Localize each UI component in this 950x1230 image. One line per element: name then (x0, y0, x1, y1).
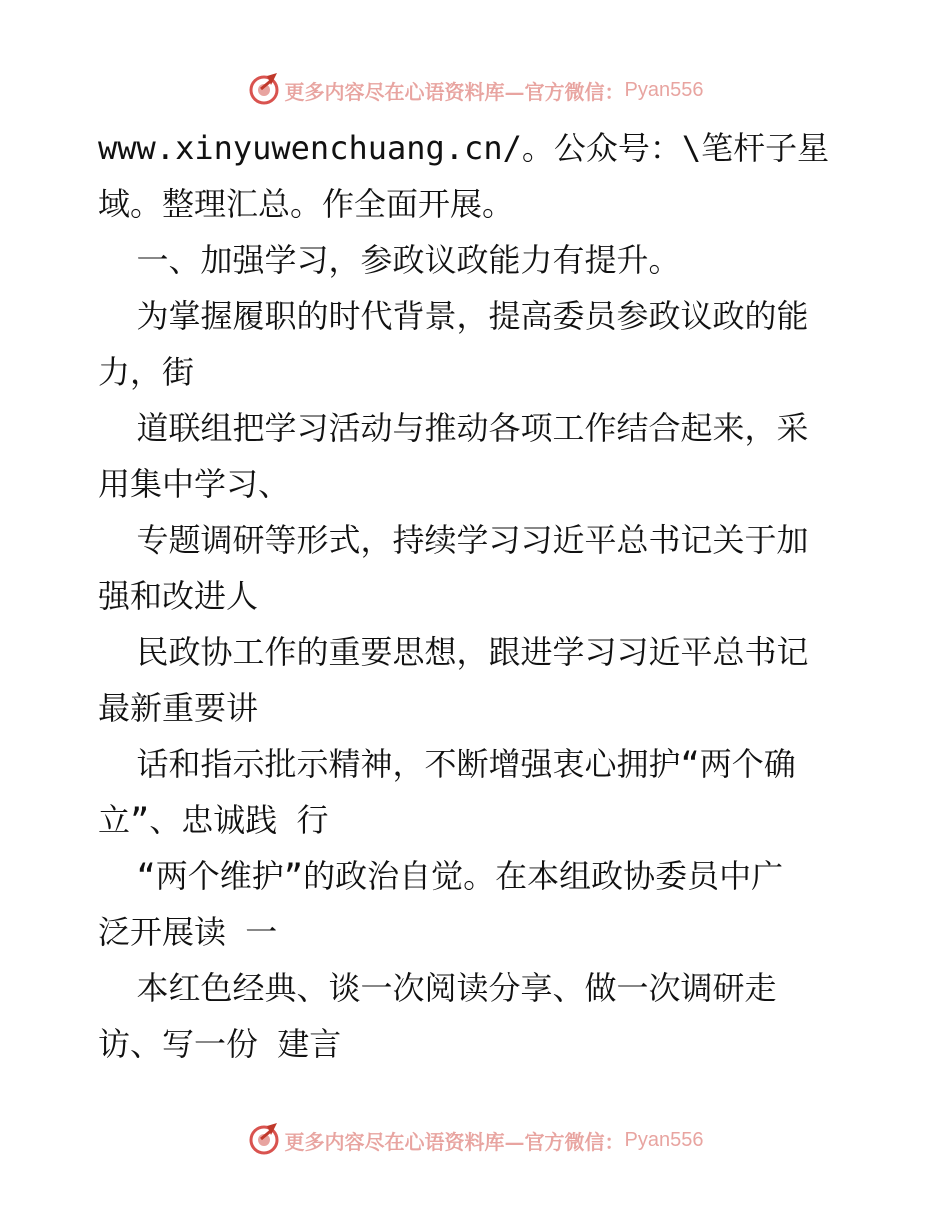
text-line: 访、写一份 建言 (98, 1025, 342, 1063)
text-line: 道联组把学习活动与推动各项工作结合起来，采 (98, 409, 809, 447)
header-banner-text: 更多内容尽在心语资料库—官方微信： (284, 79, 625, 104)
text-line: 专题调研等形式，持续学习习近平总书记关于加 (98, 521, 809, 559)
brand-logo-icon (247, 73, 281, 107)
text-line: 域。整理汇总。作全面开展。 (98, 185, 515, 223)
text-line: 为掌握履职的时代背景，提高委员参政议政的能 (98, 297, 809, 335)
text-line: 泛开展读 一 (98, 913, 278, 951)
text-line: 民政协工作的重要思想，跟进学习习近平总书记 (98, 633, 809, 671)
text-line: www.xinyuwenchuang.cn/。公众号：\笔杆子星 (98, 129, 830, 167)
footer-banner-id: Pyan556 (624, 1128, 704, 1151)
text-line: 用集中学习、 (98, 465, 291, 503)
document-body (98, 120, 858, 1072)
text-line: 话和指示批示精神，不断增强衷心拥护“两个确 (98, 745, 796, 783)
header-banner (0, 70, 950, 110)
text-line: 立”、忠诚践 行 (98, 801, 329, 839)
text-line: 本红色经典、谈一次阅读分享、做一次调研走 (98, 969, 777, 1007)
header-banner-id: Pyan556 (624, 78, 704, 101)
text-line: 最新重要讲 (98, 689, 259, 727)
brand-logo-icon (247, 1123, 281, 1157)
text-line: “两个维护”的政治自觉。在本组政协委员中广 (98, 857, 784, 895)
section-heading: 一、加强学习，参政议政能力有提升。 (98, 241, 681, 279)
footer-banner-text: 更多内容尽在心语资料库—官方微信： (284, 1129, 625, 1154)
text-line: 力，街 (98, 353, 195, 391)
footer-banner (0, 1120, 950, 1160)
text-line: 强和改进人 (98, 577, 259, 615)
